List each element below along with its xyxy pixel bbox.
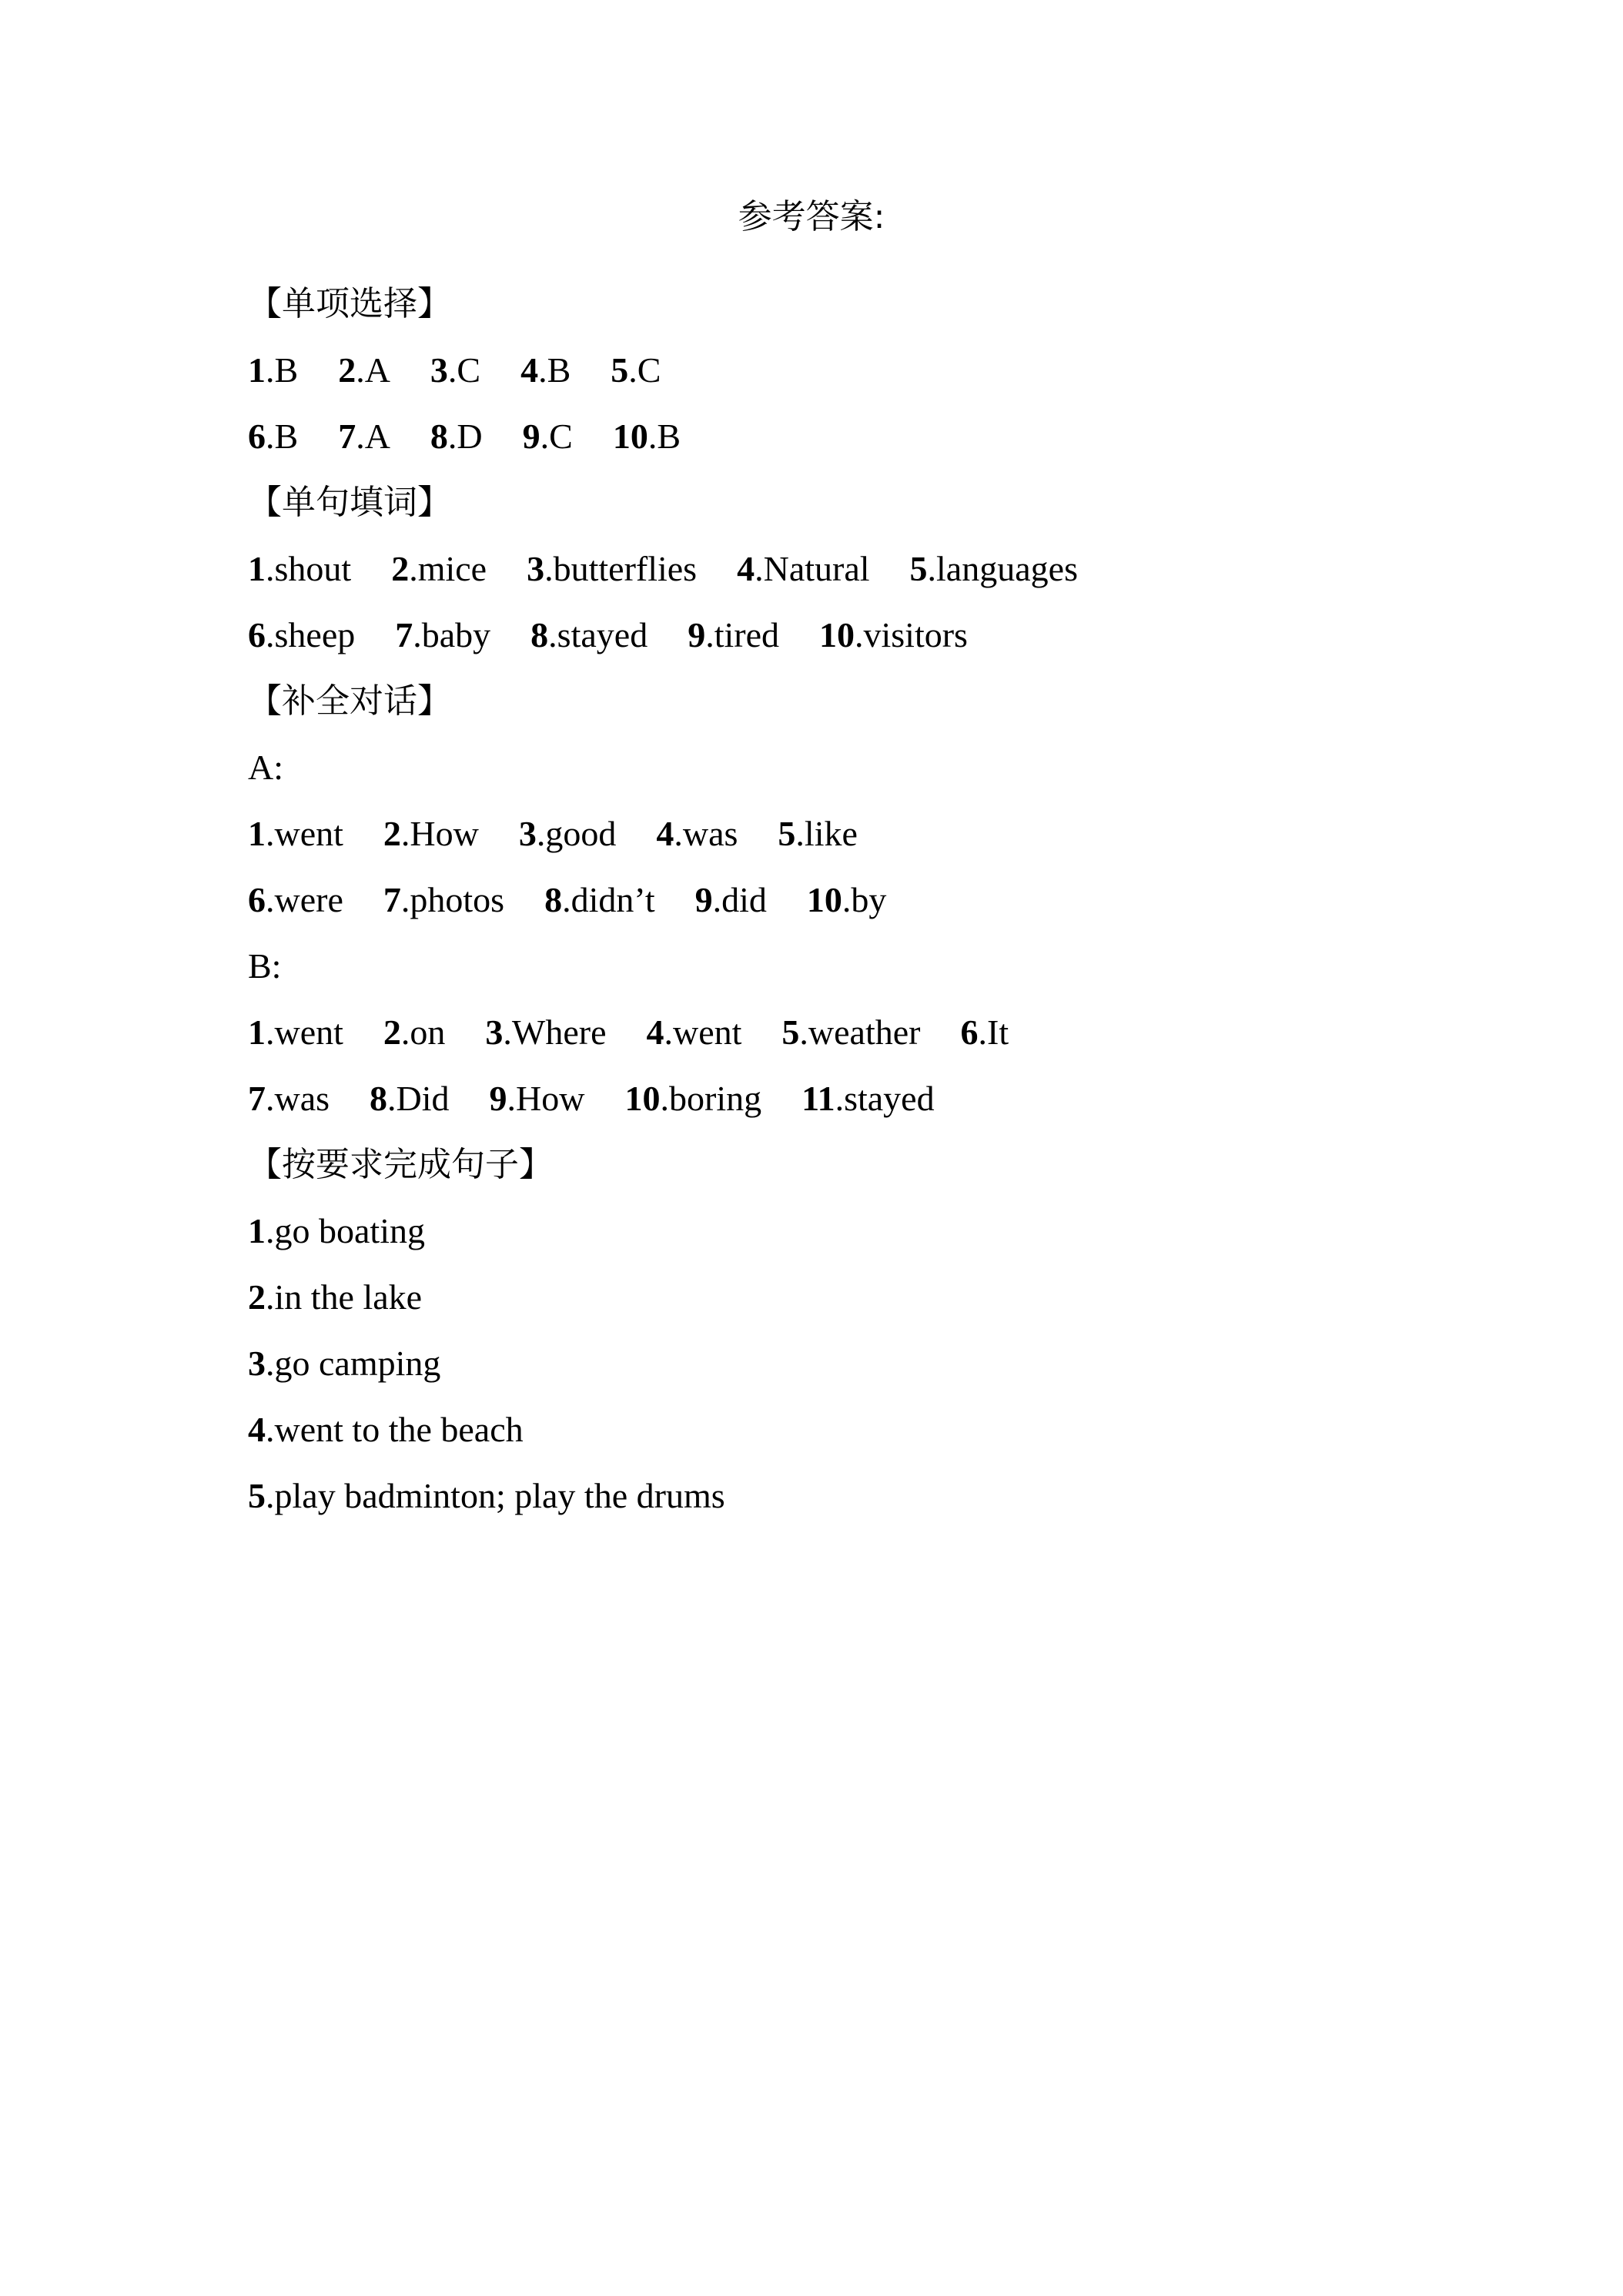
answer-text: .didn’t <box>562 880 655 919</box>
answer-number: 8 <box>370 1079 388 1118</box>
answer-text: .went <box>266 814 343 853</box>
answer-text: .It <box>978 1012 1009 1052</box>
answer-number: 4 <box>737 549 755 588</box>
answer-number: 8 <box>544 880 563 919</box>
answer-number: 2 <box>383 814 401 853</box>
answer-item <box>248 1330 440 1397</box>
part-label: A: <box>248 748 283 787</box>
answer-item <box>383 867 504 933</box>
answer-item <box>248 999 343 1066</box>
answer-item <box>523 403 573 470</box>
answer-text: .boring <box>660 1079 762 1118</box>
answer-item <box>961 999 1009 1066</box>
answer-row <box>248 801 1557 867</box>
answer-number: 4 <box>656 814 674 853</box>
answer-item <box>248 1463 725 1529</box>
answer-text: .languages <box>927 549 1078 588</box>
answer-item <box>383 999 446 1066</box>
answer-number: 5 <box>248 1476 266 1515</box>
answer-number: 7 <box>383 880 401 919</box>
answer-text: .were <box>266 880 343 919</box>
answer-text: .Did <box>387 1079 450 1118</box>
answer-text: .How <box>507 1079 585 1118</box>
answer-number: 3 <box>518 814 537 853</box>
answer-number: 5 <box>909 549 928 588</box>
section-heading: 【按要求完成句子】 <box>248 1145 553 1184</box>
answer-number: 10 <box>806 880 842 919</box>
answer-number: 7 <box>395 615 413 654</box>
answer-number: 1 <box>248 1211 266 1250</box>
answer-text: .go boating <box>266 1211 425 1250</box>
answer-number: 1 <box>248 814 266 853</box>
answer-text: .play badminton; play the drums <box>266 1476 725 1515</box>
answer-number: 11 <box>801 1079 835 1118</box>
answer-row <box>248 602 1557 668</box>
answer-text: .butterflies <box>544 549 698 588</box>
answer-item <box>625 1066 762 1132</box>
answer-text: .C <box>540 417 573 456</box>
answer-number: 4 <box>520 350 539 390</box>
answer-item <box>656 801 738 867</box>
answer-row <box>248 1198 1557 1264</box>
answer-item <box>248 1198 425 1264</box>
answer-item <box>485 999 606 1066</box>
answer-item <box>530 602 648 668</box>
answer-item <box>688 602 779 668</box>
answer-number: 2 <box>338 350 356 390</box>
answer-text: .like <box>795 814 858 853</box>
answer-text: .did <box>712 880 767 919</box>
answer-number: 3 <box>248 1344 266 1383</box>
answer-item <box>695 867 767 933</box>
answer-text: .B <box>266 350 299 390</box>
answer-row <box>248 867 1557 933</box>
answer-text: .stayed <box>548 615 648 654</box>
answer-number: 5 <box>611 350 629 390</box>
answer-item <box>248 1066 330 1132</box>
answer-text: .mice <box>409 549 487 588</box>
answer-item <box>383 801 479 867</box>
answer-number: 1 <box>248 1012 266 1052</box>
answer-item <box>819 602 968 668</box>
answer-item <box>248 801 343 867</box>
answer-number: 4 <box>248 1410 266 1449</box>
answer-row <box>248 1264 1557 1330</box>
answer-number: 2 <box>248 1277 266 1317</box>
answer-item <box>395 602 490 668</box>
answer-item <box>490 1066 585 1132</box>
answer-content <box>248 271 1557 1529</box>
answer-text: .went <box>664 1012 742 1052</box>
answer-text: .was <box>674 814 738 853</box>
section-heading: 【单项选择】 <box>248 284 451 323</box>
answer-item <box>338 337 390 403</box>
answer-number: 10 <box>818 615 855 654</box>
answer-number: 4 <box>646 1012 664 1052</box>
answer-text: .was <box>266 1079 330 1118</box>
answer-number: 10 <box>624 1079 661 1118</box>
answer-text: .A <box>356 350 390 390</box>
answer-row <box>248 1066 1557 1132</box>
answer-row <box>248 536 1557 602</box>
answer-text: .B <box>538 350 571 390</box>
answer-item <box>544 867 655 933</box>
answer-text: .good <box>536 814 617 853</box>
answer-text: .B <box>648 417 681 456</box>
answer-row <box>248 1463 1557 1529</box>
answer-number: 10 <box>612 417 648 456</box>
answer-number: 2 <box>391 549 410 588</box>
answer-item <box>430 337 480 403</box>
answer-item <box>248 337 298 403</box>
answer-number: 7 <box>248 1079 266 1118</box>
answer-number: 9 <box>522 417 540 456</box>
answer-text: .C <box>447 350 481 390</box>
answer-item <box>801 1066 934 1132</box>
answer-text: .baby <box>413 615 491 654</box>
answer-item <box>248 867 343 933</box>
answer-text: .shout <box>266 549 352 588</box>
answer-text: .D <box>447 417 483 456</box>
answer-text: .sheep <box>266 615 356 654</box>
page-title: 参考答案: <box>738 197 885 236</box>
answer-item <box>520 337 571 403</box>
section-heading: 【补全对话】 <box>248 681 451 721</box>
answer-item <box>778 801 857 867</box>
answer-item <box>781 999 920 1066</box>
answer-number: 6 <box>248 880 266 919</box>
answer-text: .visitors <box>854 615 968 654</box>
answer-number: 9 <box>694 880 713 919</box>
answer-row <box>248 1330 1557 1397</box>
answer-item <box>248 1264 422 1330</box>
part-label: B: <box>248 946 282 986</box>
answer-text: .Natural <box>755 549 870 588</box>
answer-text: .C <box>628 350 661 390</box>
answer-text: .A <box>356 417 390 456</box>
answer-text: .tired <box>705 615 779 654</box>
answer-number: 8 <box>530 615 549 654</box>
answer-item <box>370 1066 450 1132</box>
answer-number: 7 <box>338 417 356 456</box>
answer-text: .How <box>400 814 479 853</box>
answer-item <box>430 403 483 470</box>
answer-row <box>248 999 1557 1066</box>
answer-row <box>248 1397 1557 1463</box>
answer-number: 1 <box>248 549 266 588</box>
answer-item <box>391 536 487 602</box>
answer-text: .stayed <box>835 1079 935 1118</box>
answer-item <box>338 403 390 470</box>
answer-number: 6 <box>248 615 266 654</box>
section-heading: 【单句填词】 <box>248 483 451 522</box>
answer-number: 5 <box>778 814 796 853</box>
answer-item <box>737 536 869 602</box>
answer-text: .in the lake <box>266 1277 423 1317</box>
answer-item <box>647 999 742 1066</box>
answer-text: .B <box>266 417 299 456</box>
answer-number: 8 <box>430 417 448 456</box>
answer-item <box>519 801 617 867</box>
answer-item <box>248 403 298 470</box>
answer-text: .Where <box>503 1012 607 1052</box>
answer-text: .go camping <box>266 1344 441 1383</box>
answer-number: 6 <box>960 1012 979 1052</box>
answer-text: .weather <box>799 1012 921 1052</box>
answer-row <box>248 403 1557 470</box>
answer-item <box>248 536 351 602</box>
answer-number: 3 <box>527 549 545 588</box>
answer-text: .went <box>266 1012 343 1052</box>
answer-text: .by <box>842 880 887 919</box>
answer-number: 2 <box>383 1012 401 1052</box>
answer-item <box>248 602 355 668</box>
answer-text: .on <box>400 1012 446 1052</box>
answer-item <box>807 867 887 933</box>
answer-number: 1 <box>248 350 266 390</box>
answer-row <box>248 337 1557 403</box>
answer-number: 9 <box>489 1079 507 1118</box>
answer-item <box>248 1397 524 1463</box>
answer-number: 5 <box>781 1012 800 1052</box>
answer-item <box>613 403 681 470</box>
answer-number: 6 <box>248 417 266 456</box>
answer-item <box>910 536 1078 602</box>
answer-item <box>611 337 661 403</box>
answer-text: .went to the beach <box>266 1410 524 1449</box>
answer-number: 3 <box>430 350 448 390</box>
answer-number: 9 <box>688 615 706 654</box>
answer-text: .photos <box>400 880 505 919</box>
answer-item <box>527 536 697 602</box>
answer-number: 3 <box>485 1012 504 1052</box>
